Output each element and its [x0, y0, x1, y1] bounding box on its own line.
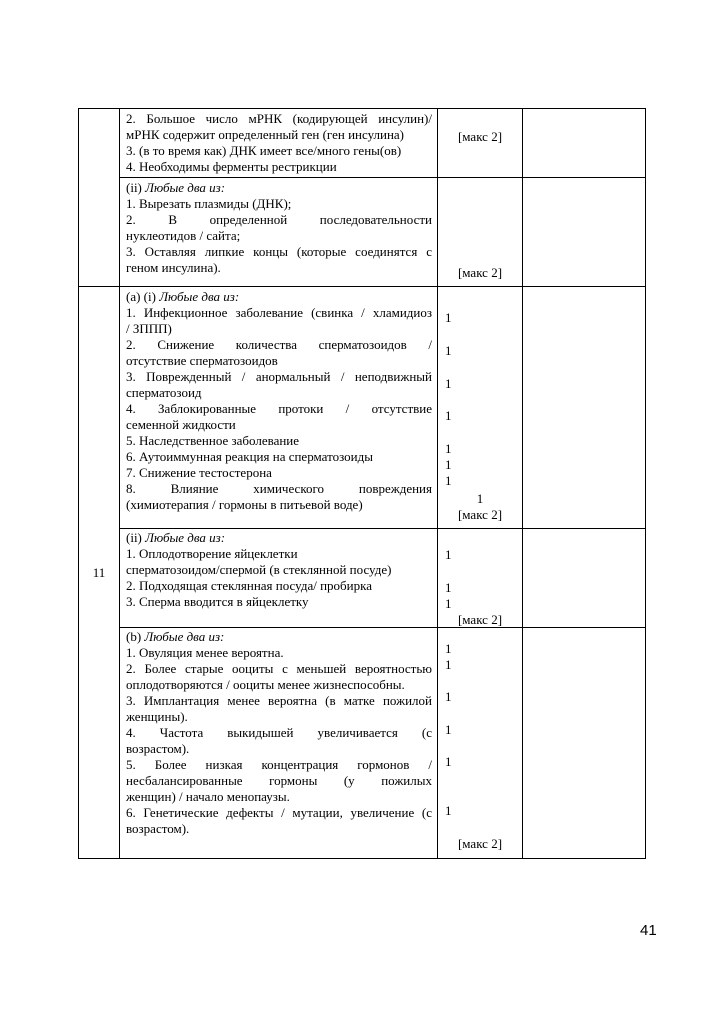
answer-line: мРНК содержит определенный ген (ген инсулина) — [126, 127, 405, 142]
instruction-heading: Любые два из: — [144, 629, 225, 644]
answer-line: женщины). — [126, 709, 188, 724]
answer-line: отсутствие сперматозоидов — [126, 353, 278, 368]
mark: 1 — [445, 641, 452, 656]
mark: 1 — [445, 803, 452, 818]
mark: 1 — [445, 473, 452, 488]
answer-line: 2. Подходящая стеклянная посуда/ пробирка — [126, 578, 373, 593]
answer-line: 4. Заблокированные протоки / отсутствие — [126, 401, 432, 416]
row-divider — [78, 286, 646, 287]
answer-line: 7. Снижение тестостерона — [126, 465, 272, 480]
answer-line: 5. Наследственное заболевание — [126, 433, 300, 448]
answer-line: 3. Имплантация менее вероятна (в матке пожилой — [126, 693, 432, 708]
mark: 1 — [445, 457, 452, 472]
answer-line: 3. (в то время как) ДНК имеет все/много гены(ов) — [126, 143, 402, 158]
answer-line: 1. Вырезать плазмиды (ДНК); — [126, 196, 292, 211]
mark: 1 — [445, 580, 452, 595]
max-marks: [макс 2] — [457, 129, 503, 144]
answer-line: нуклеотидов / сайта; — [126, 228, 241, 243]
max-marks: [макс 2] — [457, 836, 503, 851]
mark: 1 — [445, 408, 452, 423]
mark: 1 — [445, 689, 452, 704]
max-marks: [макс 2] — [457, 612, 503, 627]
answer-line: 2. Более старые ооциты с меньшей вероятностью — [126, 661, 432, 676]
answer-line: 1. Оплодотворение яйцеклетки — [126, 546, 298, 561]
column-divider — [437, 109, 438, 859]
instruction-heading: Любые два из: — [145, 180, 226, 195]
row-divider — [119, 177, 646, 178]
page-number: 41 — [640, 922, 657, 939]
answer-line: семенной жидкости — [126, 417, 236, 432]
mark: 1 — [445, 657, 452, 672]
answer-line: 2. Большое число мРНК (кодирующей инсулин)/ — [126, 111, 432, 126]
mark: 1 — [445, 343, 452, 358]
mark: 1 — [445, 547, 452, 562]
column-divider — [119, 109, 120, 859]
answer-line: сперматозоид — [126, 385, 202, 400]
part-label: (ii) — [126, 180, 146, 195]
answer-line: 6. Аутоиммунная реакция на сперматозоиды — [126, 449, 373, 464]
answer-block-3 — [126, 289, 432, 513]
mark: 1 — [445, 754, 452, 769]
answer-line: 2. Снижение количества сперматозоидов / — [126, 337, 432, 352]
answer-line: 4. Частота выкидышей увеличивается (с — [126, 725, 432, 740]
part-label: (b) — [126, 629, 145, 644]
mark: 1 — [445, 441, 452, 456]
answer-block-1 — [126, 111, 432, 175]
marking-scheme-table — [78, 108, 645, 859]
answer-block-2 — [126, 180, 432, 276]
answer-line: 2. В определенной последовательности — [126, 212, 432, 227]
answer-line: сперматозоидом/спермой (в стеклянной посуде) — [126, 562, 392, 577]
mark: 1 — [445, 376, 452, 391]
answer-line: 8. Влияние химического повреждения — [126, 481, 432, 496]
column-divider — [522, 109, 523, 859]
part-label: (ii) — [126, 530, 146, 545]
answer-line: (химиотерапия / гормоны в питьевой воде) — [126, 497, 363, 512]
table-border — [645, 108, 646, 859]
answer-line: 3. Поврежденный / анормальный / неподвижный — [126, 369, 432, 384]
mark: 1 — [476, 491, 484, 506]
answer-line: 1. Овуляция менее вероятна. — [126, 645, 284, 660]
answer-line: 6. Генетические дефекты / мутации, увеличение (с — [126, 805, 432, 820]
answer-line: / ЗППП) — [126, 321, 172, 336]
instruction-heading: Любые два из: — [159, 289, 240, 304]
answer-line: 1. Инфекционное заболевание (свинка / хламидиоз — [126, 305, 432, 320]
answer-line: оплодотворяются / ооциты менее жизнеспособны. — [126, 677, 405, 692]
max-marks: [макс 2] — [457, 265, 503, 280]
answer-line: возрастом). — [126, 821, 190, 836]
instruction-heading: Любые два из: — [145, 530, 226, 545]
answer-line: 4. Необходимы ферменты рестрикции — [126, 159, 337, 174]
answer-line: геном инсулина). — [126, 260, 221, 275]
table-border — [78, 858, 646, 859]
row-divider — [119, 528, 646, 529]
row-divider — [119, 627, 646, 628]
mark: 1 — [445, 722, 452, 737]
mark: 1 — [445, 310, 452, 325]
answer-block-4 — [126, 530, 432, 610]
part-label: (a) (i) — [126, 289, 160, 304]
mark: 1 — [445, 596, 452, 611]
answer-line: 5. Более низкая концентрация гормонов / — [126, 757, 432, 772]
max-marks: [макс 2] — [457, 507, 503, 522]
answer-line: 3. Оставляя липкие концы (которые соединятся с — [126, 244, 432, 259]
answer-block-5 — [126, 629, 432, 837]
question-number: 11 — [92, 565, 106, 580]
answer-line: 3. Сперма вводится в яйцеклетку — [126, 594, 309, 609]
answer-line: женщин) / начало менопаузы. — [126, 789, 290, 804]
answer-line: возрастом). — [126, 741, 190, 756]
answer-line: несбалансированные гормоны (у пожилых — [126, 773, 432, 788]
